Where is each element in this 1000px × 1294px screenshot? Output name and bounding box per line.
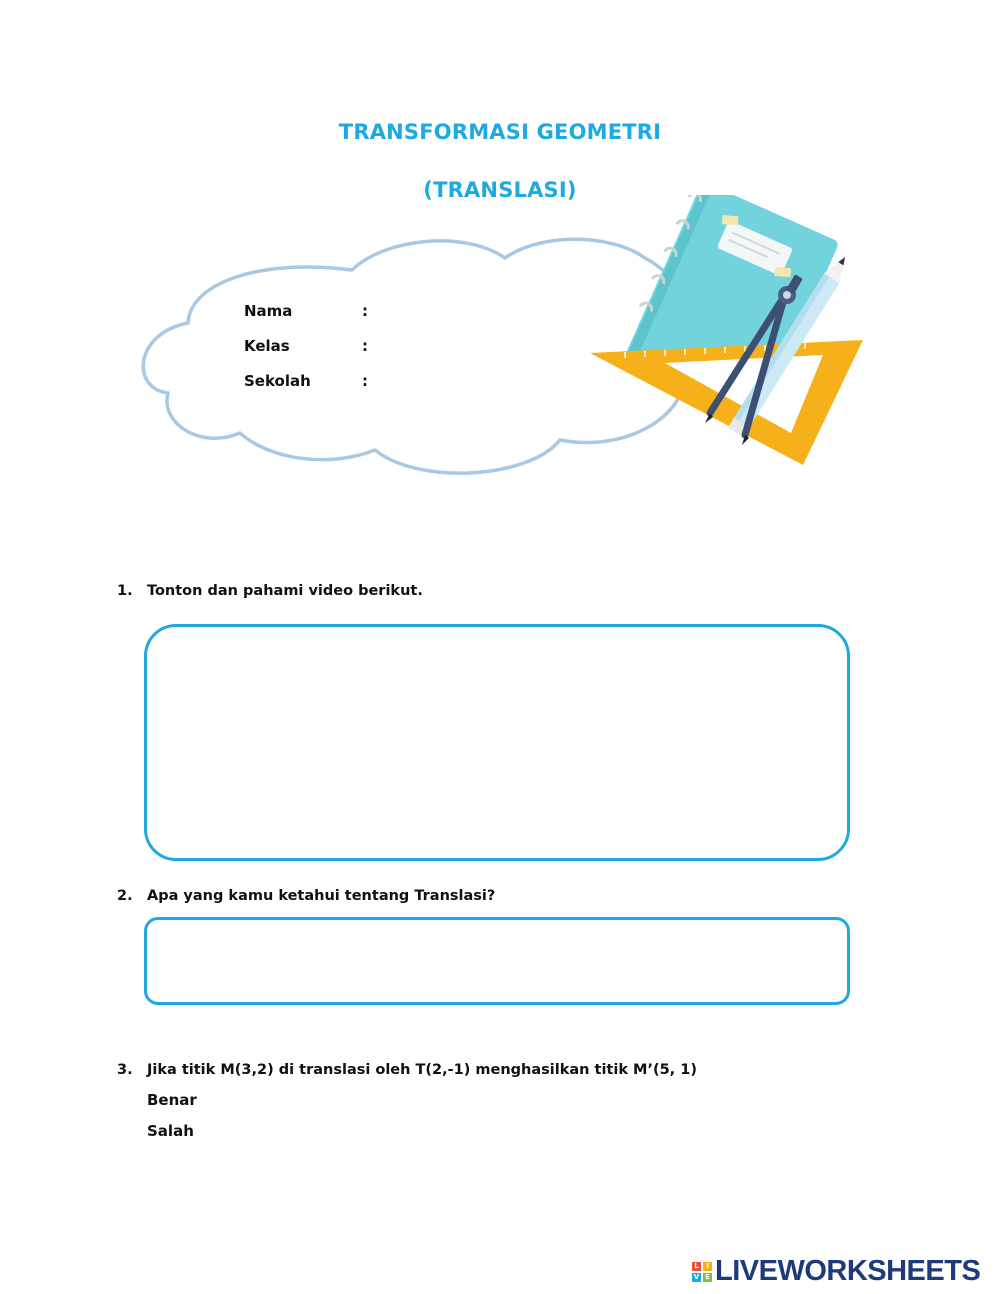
question-2 bbox=[117, 888, 495, 904]
identity-row-nama bbox=[244, 302, 562, 321]
page-title: TRANSFORMASI GEOMETRI bbox=[338, 120, 662, 144]
question-text: Jika titik M(3,2) di translasi oleh T(2,-1) menghasilkan titik M’(5, 1) bbox=[147, 1062, 697, 1078]
question-1 bbox=[117, 583, 423, 599]
page-subtitle: (TRANSLASI) bbox=[423, 178, 577, 202]
liveworksheets-logo[interactable] bbox=[692, 1255, 980, 1288]
identity-row-kelas bbox=[244, 337, 562, 356]
identity-label: Kelas bbox=[244, 337, 290, 355]
logo-block: V bbox=[693, 1272, 700, 1281]
question-number: 3. bbox=[117, 1062, 133, 1078]
identity-colon: : bbox=[362, 302, 368, 320]
logo-block: E bbox=[703, 1273, 712, 1282]
answer-textbox[interactable] bbox=[144, 917, 850, 1005]
name-field[interactable] bbox=[382, 303, 562, 321]
identity-colon: : bbox=[362, 372, 368, 390]
identity-label: Nama bbox=[244, 302, 293, 320]
logo-blocks-icon bbox=[692, 1262, 712, 1282]
logo-block: I bbox=[703, 1262, 712, 1271]
stationery-illustration bbox=[585, 195, 870, 475]
option-salah[interactable]: Salah bbox=[147, 1122, 194, 1140]
question-text: Apa yang kamu ketahui tentang Translasi? bbox=[147, 888, 496, 904]
logo-text: LIVEWORKSHEETS bbox=[715, 1255, 981, 1287]
triangle-ruler-icon bbox=[590, 340, 863, 465]
identity-label: Sekolah bbox=[244, 372, 311, 390]
question-text: Tonton dan pahami video berikut. bbox=[147, 583, 423, 599]
video-frame[interactable] bbox=[144, 624, 850, 861]
question-number: 1. bbox=[117, 583, 133, 599]
identity-row-sekolah bbox=[244, 372, 562, 391]
class-field[interactable] bbox=[382, 338, 562, 356]
logo-block: L bbox=[692, 1262, 701, 1271]
question-number: 2. bbox=[117, 888, 133, 904]
school-field[interactable] bbox=[382, 373, 562, 391]
identity-colon: : bbox=[362, 337, 368, 355]
option-benar[interactable]: Benar bbox=[147, 1091, 197, 1109]
question-3 bbox=[117, 1062, 697, 1078]
